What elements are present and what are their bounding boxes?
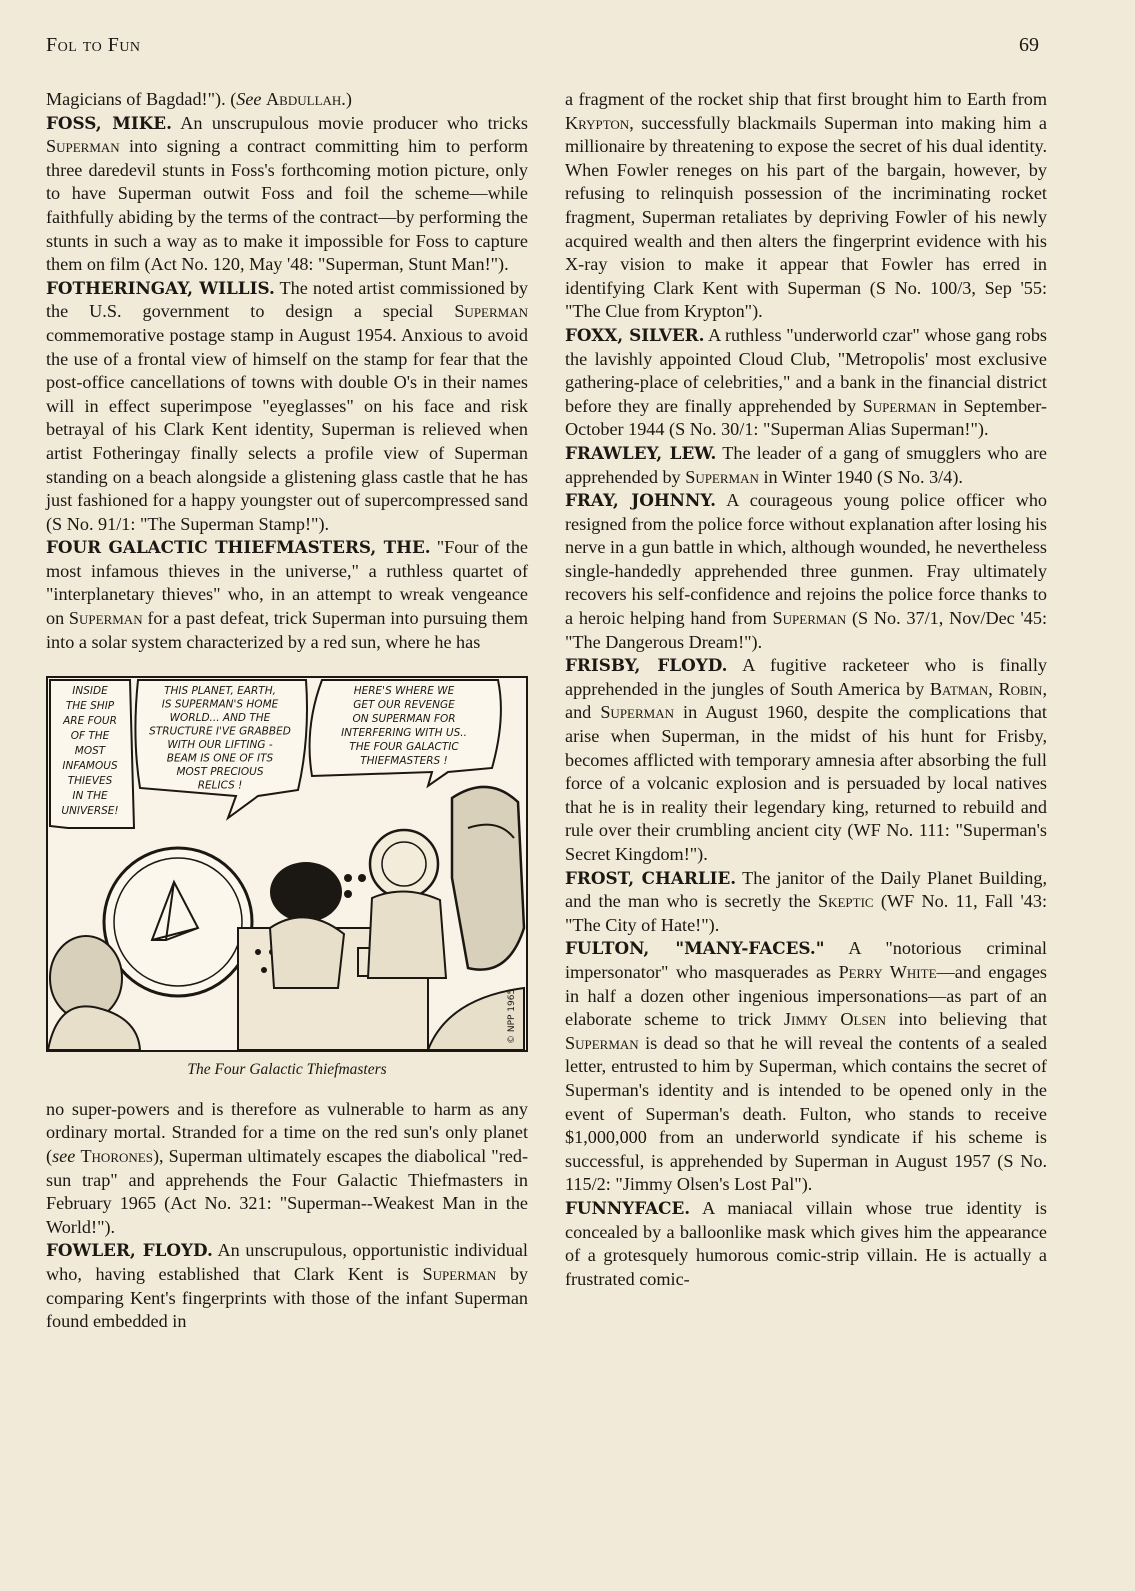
figure-caption: The Four Galactic Thiefmasters xyxy=(187,1061,387,1079)
entry-headword: FRISBY, FLOYD. xyxy=(565,655,728,676)
cross-reference[interactable]: Batman xyxy=(929,678,989,699)
entry-fray-johnny: FRAY, JOHNNY. A courageous young police officer who resigned from the police force without explanation after losing his nerve in a gun battle in which, although wounded, he nevertheless single-handedly apprehended three gunmen. Fray ultimately recovers his self-confidence and rejoins the police force thanks to a heroic helping hand from Superman (S No. 37/1, Nov/Dec '45: "The Dangerous Dream!"). xyxy=(565,490,1048,652)
balloon-line: THE SHIP xyxy=(65,700,115,713)
entry-four-galactic-thiefmasters-continued: no super-powers and is therefore as vulnerable to harm as any ordinary mortal. Stranded for a time on the red sun's only planet (see Thorones), Superman ultimately escapes the diabolical "red-sun trap" and apprehends the Four Galactic Thiefmasters in February 1965 (Act No. 321: "Superman--Weakest Man in the World!"). xyxy=(46,1098,528,1237)
entry-continuation-abdullah: Magicians of Bagdad!"). (See Abdullah.) xyxy=(46,89,352,109)
balloon-line: INFAMOUS xyxy=(62,760,118,773)
cross-reference[interactable]: Superman xyxy=(862,395,937,416)
cross-reference[interactable]: Abdullah xyxy=(266,89,342,109)
balloon-line: RELICS ! xyxy=(197,779,243,792)
entry-headword: FOXX, SILVER. xyxy=(565,324,705,345)
balloon-line: ARE FOUR xyxy=(63,715,117,728)
thief-figure-3-helmet xyxy=(370,830,438,898)
entry-headword: FUNNYFACE. xyxy=(565,1197,691,1218)
entry-four-galactic-thiefmasters: FOUR GALACTIC THIEFMASTERS, THE. "Four of the most infamous thieves in the universe," a ruthless quartet of "interplanetary thieves" who, in an attempt to wreak vengeance on Superman for a past defeat, trick Superman into pursuing them into a solar system characterized by a red sun, where he has xyxy=(46,537,528,652)
copyright-notice: © NPP 1965 xyxy=(507,989,517,1045)
entry-headword: FULTON, "MANY-FACES." xyxy=(565,938,825,959)
balloon-line: OF THE xyxy=(70,730,110,743)
entry-headword: FRAY, JOHNNY. xyxy=(565,490,717,511)
entry-frost-charlie: FROST, CHARLIE. The janitor of the Daily Planet Building, and the man who is secretly the Skeptic (WF No. 11, Fall '43: "The City of Hate!"). xyxy=(565,867,1047,935)
entry-fotheringay-willis: FOTHERINGAY, WILLIS. The noted artist commissioned by the U.S. government to design a special Superman commemorative postage stamp in August 1954. Anxious to avoid the use of a frontal view of himself on the stamp for fear that the post-office cancellations of towns with double O's in their names will in effect superimpose "eyeglasses" on his face and risk betrayal of his Clark Kent identity, Superman is relieved when artist Fotheringay finally selects a profile view of Superman standing on a beach alongside a glistening glass castle that he has just fashioned for a happy youngster out of supercompressed sand (S No. 91/1: "The Superman Stamp!"). xyxy=(46,277,529,534)
cross-reference[interactable]: Thorones xyxy=(80,1146,153,1167)
balloon-line: THIEFMASTERS ! xyxy=(360,755,448,768)
cross-reference[interactable]: Superman xyxy=(46,136,120,157)
entry-headword: FOTHERINGAY, WILLIS. xyxy=(46,277,275,298)
balloon-line: MOST xyxy=(74,745,106,758)
comic-panel-drawing xyxy=(48,678,526,1050)
cross-reference[interactable]: Jimmy Olsen xyxy=(783,1009,887,1030)
balloon-line: THIS PLANET, EARTH, xyxy=(164,685,276,698)
thief-figure-4 xyxy=(452,787,524,970)
entry-foss-mike: FOSS, MIKE. An unscrupulous movie producer who tricks Superman into signing a contract committing him to perform three daredevil stunts in Foss's forthcoming motion picture, only to have Superman outwit Foss and foil the scheme—while faithfully abiding by the terms of the contract—by performing the stunts in such a way as to make it impossible for Foss to capture them on film (Act No. 120, May '48: "Superman, Stunt Man!"). xyxy=(46,112,528,275)
porthole-window xyxy=(104,848,252,996)
entry-headword: FOWLER, FLOYD. xyxy=(46,1240,213,1261)
comic-panel-illustration xyxy=(46,676,528,1052)
balloon-line: THE FOUR GALACTIC xyxy=(349,741,459,754)
entry-frawley-lew: FRAWLEY, LEW. The leader of a gang of smugglers who are apprehended by Superman in Winter 1940 (S No. 3/4). xyxy=(565,442,1047,487)
entry-funnyface: FUNNYFACE. A maniacal villain whose true identity is concealed by a balloonlike mask which gives him the appearance of a grotesquely humorous comic-strip villain. He is actually a frustrated comic- xyxy=(565,1197,1047,1289)
cross-reference[interactable]: Robin xyxy=(998,678,1043,699)
balloon-line: IN THE xyxy=(72,790,108,803)
balloon-line: INSIDE xyxy=(72,685,108,698)
entry-headword: FOSS, MIKE. xyxy=(46,112,172,133)
balloon-line: STRUCTURE I'VE GRABBED xyxy=(149,725,291,738)
entry-fowler-floyd-continued: a fragment of the rocket ship that first brought him to Earth from Krypton, successfully blackmails Superman into making him a millionaire by threatening to expose the secret of his dual identity. When Fowler reneges on his part of the bargain, however, by refusing to relinquish possession of the incriminating rocket fragment, Superman retaliates by depriving Fowler of his newly acquired wealth and then alters the fingerprint evidence with his X-ray vision to make it appear that Fowler has erred in identifying Clark Kent with Superman (S No. 100/3, Sep '55: "The Clue from Krypton"). xyxy=(565,89,1047,322)
cross-reference[interactable]: Skeptic xyxy=(817,891,874,912)
right-column xyxy=(565,88,1047,1291)
entry-headword: FRAWLEY, LEW. xyxy=(565,442,717,463)
balloon-line: MOST PRECIOUS xyxy=(176,766,264,779)
balloon-line: GET OUR REVENGE xyxy=(353,699,455,712)
cross-reference[interactable]: Perry White xyxy=(838,961,937,982)
balloon-line: HERE'S WHERE WE xyxy=(353,685,455,698)
cross-reference[interactable]: Superman xyxy=(565,1032,639,1053)
left-column xyxy=(46,88,528,1334)
entry-headword: FROST, CHARLIE. xyxy=(565,867,737,888)
entry-fowler-floyd: FOWLER, FLOYD. An unscrupulous, opportunistic individual who, having established that Clark Kent is Superman by comparing Kent's fingerprints with those of the infant Superman found embedded in xyxy=(46,1240,529,1332)
running-head: Fol to Fun xyxy=(46,34,141,56)
cross-reference[interactable]: Superman xyxy=(600,702,674,723)
entry-fulton-many-faces: FULTON, "MANY-FACES." A "notorious criminal impersonator" who masquerades as Perry White—and engages in half a dozen other ingenious impersonations—as part of an elaborate scheme to trick Jimmy Olsen into believing that Superman is dead so that he will reveal the contents of a sealed letter, entrusted to him by Superman, which contains the secret of Superman's identity and is intended to be opened only in the event of Superman's death. Fulton, who stands to receive $1,000,000 from an underworld syndicate if his scheme is successful, is apprehended by Superman in August 1957 (S No. 115/2: "Jimmy Olsen's Lost Pal"). xyxy=(565,938,1047,1195)
cross-reference[interactable]: Superman xyxy=(685,466,759,487)
balloon-line: BEAM IS ONE OF ITS xyxy=(166,752,274,765)
balloon-line: WITH OUR LIFTING - xyxy=(167,739,273,752)
balloon-line: UNIVERSE! xyxy=(61,805,119,818)
balloon-line: IS SUPERMAN'S HOME xyxy=(161,698,279,711)
thief-figure-2 xyxy=(270,862,342,922)
balloon-line: WORLD... AND THE xyxy=(169,712,271,725)
cross-reference[interactable]: Krypton xyxy=(565,112,630,133)
entry-foxx-silver: FOXX, SILVER. A ruthless "underworld czar" whose gang robs the lavishly appointed Cloud Club, "Metropolis' most exclusive gathering-place of celebrities," and a bank in the financial district before they are finally apprehended by Superman in September-October 1944 (S No. 30/1: "Superman Alias Superman!"). xyxy=(565,324,1047,440)
balloon-line: ON SUPERMAN FOR xyxy=(352,713,456,726)
balloon-line: INTERFERING WITH US.. xyxy=(341,727,467,740)
cross-reference[interactable]: Superman xyxy=(68,608,143,629)
balloon-line: THIEVES xyxy=(67,775,113,788)
cross-reference[interactable]: Superman xyxy=(454,301,528,322)
cross-reference[interactable]: Superman xyxy=(422,1264,497,1284)
page-number: 69 xyxy=(1019,34,1039,56)
entry-headword: FOUR GALACTIC THIEFMASTERS, THE. xyxy=(46,537,431,558)
cross-reference[interactable]: Superman xyxy=(772,608,847,629)
entry-frisby-floyd: FRISBY, FLOYD. A fugitive racketeer who is finally apprehended in the jungles of South America by Batman, Robin, and Superman in August 1960, despite the complications that arise when Superman, in the midst of his hunt for Frisby, becomes afflicted with temporary amnesia after absorbing the full force of a volcanic explosion and is persuaded by local natives that he is in reality their legendary king, returned to rebuild and rule over their crumbling ancient city (WF No. 111: "Superman's Secret Kingdom!"). xyxy=(565,655,1048,864)
